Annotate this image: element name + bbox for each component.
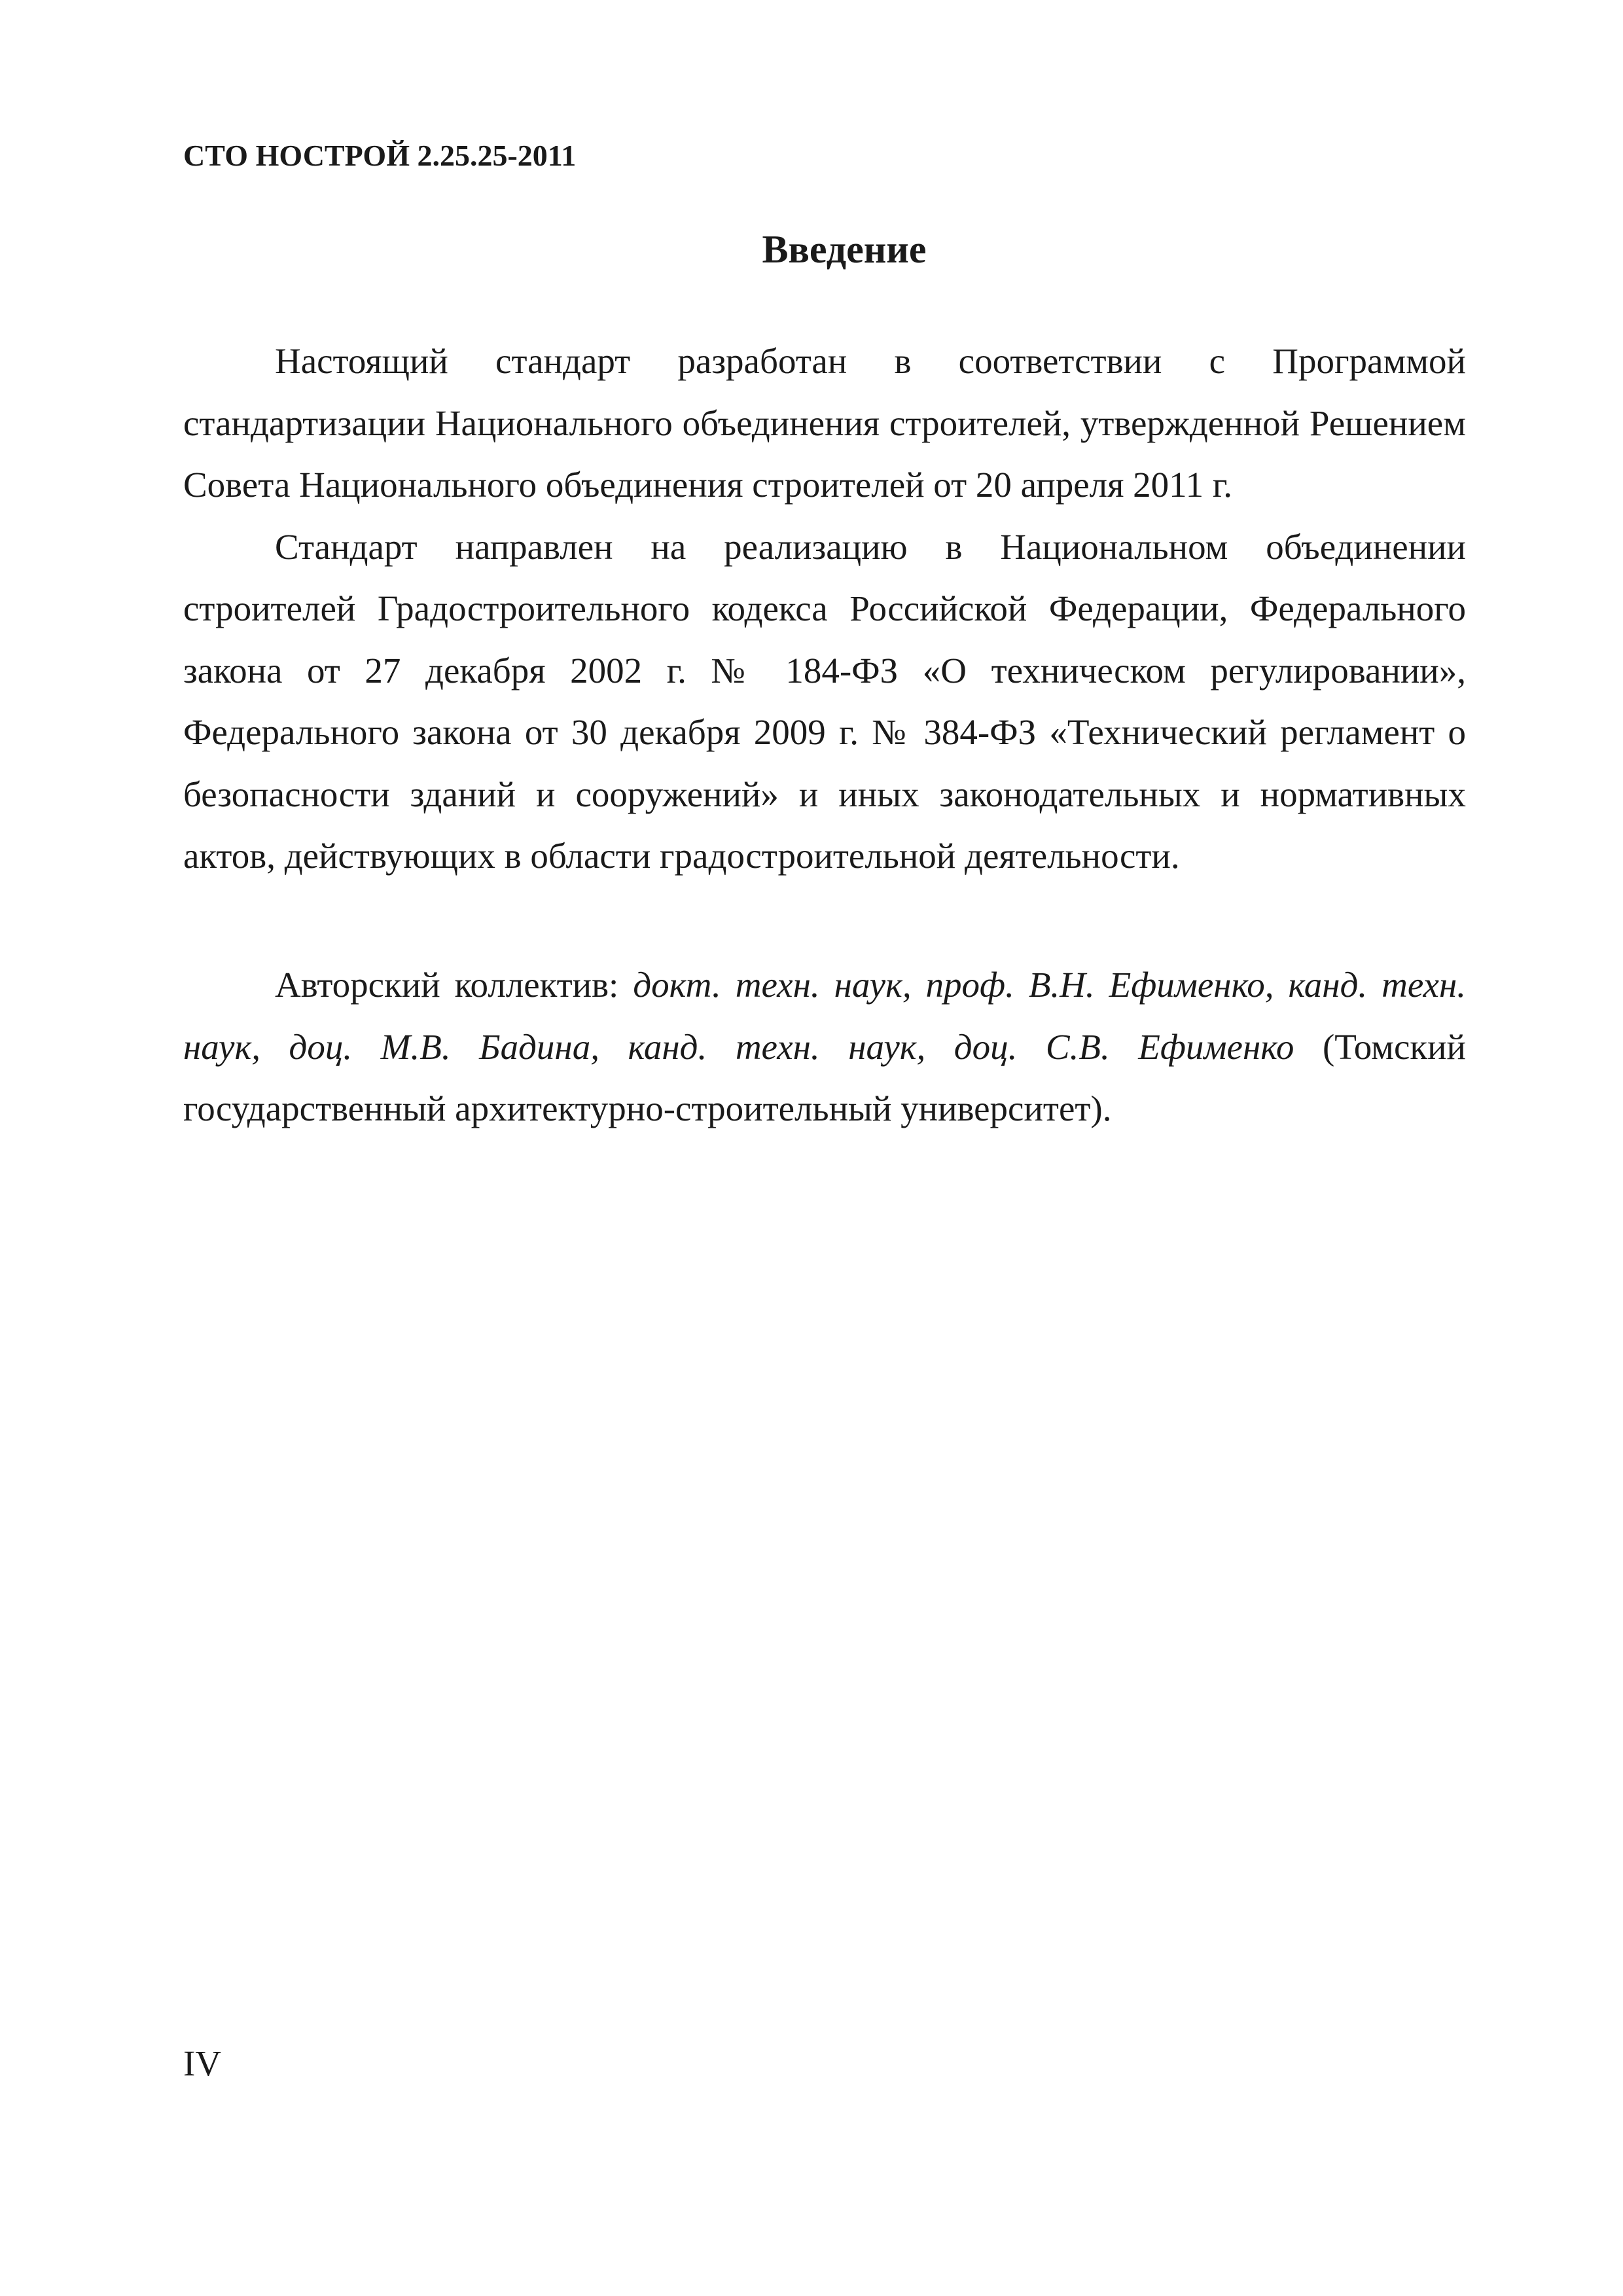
document-code: СТО НОСТРОЙ 2.25.25-2011 (183, 139, 577, 172)
authors-organization: (Томский государственный архитектурно-строительный университет). (183, 1026, 1466, 1128)
authors-block (183, 954, 1466, 1140)
introduction-text (183, 331, 1466, 888)
paragraph-purpose: Стандарт направлен на реализацию в Национальном объединении строителей Градостроительного кодекса Российской Федерации, Федерального закона от 27 декабря 2002 г. № 184-ФЗ «О техническом регулировании», Федерального закона от 30 декабря 2009 г. № 384-ФЗ «Технический регламент о безопасности зданий и сооружений» и иных законодательных и нормативных актов, действующих в области градостроительной деятельности. (183, 526, 1466, 876)
authors-label: Авторский коллектив: (275, 965, 633, 1005)
page-number: IV (183, 2043, 222, 2083)
authors-names: докт. техн. наук, проф. В.Н. Ефименко, канд. техн. наук, доц. М.В. Бадина, канд. техн. наук, доц. С.В. Ефименко (183, 965, 1466, 1067)
paragraph-program: Настоящий стандарт разработан в соответствии с Программой стандартизации Национального объединения строителей, утвержденной Решением Совета Национального объединения строителей от 20 апреля 2011 г. (183, 341, 1466, 505)
authors-paragraph (183, 954, 1466, 1140)
section-title: Введение (762, 228, 927, 271)
